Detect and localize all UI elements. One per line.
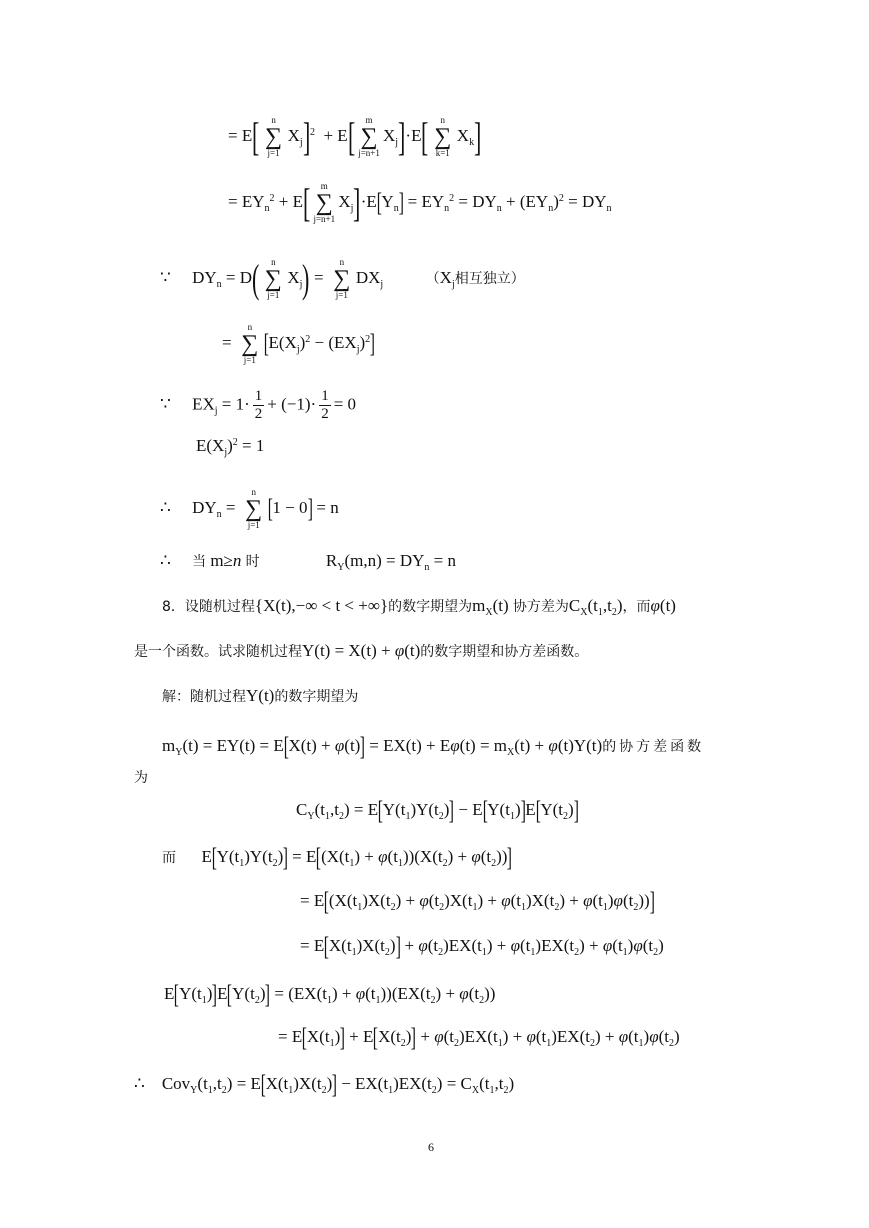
problem-text-2: 的数字期望为 <box>388 599 473 615</box>
expansion-line-3: = $E[X(t_1)X(t_2)] + \varphi(t_2)EX(t_1) + \varphi(t_1)EX(t_2) + \varphi(t_1)\varphi(t_2)$ <box>300 932 664 961</box>
problem-text-6: 的数字期望和协方差函数。 <box>420 644 589 660</box>
mean-equation: $m_Y(t) = EY(t) = E[X(t) + \varphi(t)] = EX(t) + E\varphi(t) = m_X(t) + \varphi(t)Y(t)$的协方差函数 <box>162 732 705 761</box>
product-line-1: $E[Y(t_1)]E[Y(t_2)] = (EX(t_1) + \varphi(t_1))(EX(t_2) + \varphi(t_2))$ <box>164 980 496 1009</box>
independence-note: 相互独立） <box>454 270 525 287</box>
problem-text-4: ，而 <box>622 599 651 615</box>
solution-text-2: 的数字期望为 <box>274 689 359 705</box>
solution-text-1: 解：随机过程 <box>162 689 246 705</box>
therefore-symbol: ∴ <box>160 497 171 517</box>
wei-text: 为 <box>134 770 148 786</box>
expansion-line-2: = $E[(X(t_1)X(t_2) + \varphi(t_2)X(t_1) + \varphi(t_1)X(t_2) + \varphi(t_1)\varphi(t_2))]$ <box>300 887 655 916</box>
product-line-2: = $E[X(t_1)] + E[X(t_2)] + \varphi(t_2)EX(t_1) + \varphi(t_1)EX(t_2) + \varphi(t_1)\varphi(t_2)$ <box>278 1023 680 1052</box>
cov-definition: $C_Y(t_1,t_2) = E[Y(t_1)Y(t_2)] - E[Y(t_1)]E[Y(t_2)]$ <box>296 796 579 825</box>
er-text: 而 <box>162 849 176 866</box>
problem-number: 8． <box>162 599 185 615</box>
problem-text-5: 是一个函数。试求随机过程 <box>134 644 302 660</box>
equation-line-6: $E(X_j)^2 = 1$ <box>196 436 265 458</box>
problem-8-line-1: 8．设随机过程{X(t),−∞ < t < +∞}的数字期望为$m_X(t)$ 协方差为$C_X(t_1,t_2)$，而φ(t) <box>162 596 676 618</box>
problem-8-line-2: 是一个函数。试求随机过程Y(t) = X(t) + φ(t)的数字期望和协方差函数。 <box>134 641 589 660</box>
equation-line-5: ∵ $EX_j = 1\cdot$ $\frac{1}{2}$ + (−1)· $\frac{1}{2}$ = 0 <box>160 388 357 422</box>
problem-text-1: 设随机过程 <box>184 599 255 615</box>
independence-note-open: （ <box>425 270 440 287</box>
expansion-line-1: 而 $E[Y(t_1)Y(t_2)] = E[(X(t_1) + \varphi(t_1))(X(t_2) + \varphi(t_2))]$ <box>162 843 513 872</box>
page-number: 6 <box>428 1140 434 1154</box>
therefore-symbol-3: ∴ <box>134 1073 145 1093</box>
equation-line-2: = $EY_n^2 + E$[ m ∑ j=n+1 $X_j]\cdot E[Y_n] = EY_n^2 = DY_n + (EY_n)^2 = DY_n$ <box>228 180 612 225</box>
shi-label: 时 <box>245 554 260 570</box>
final-result: ∴ $Cov_Y(t_1,t_2) = E[X(t_1)X(t_2)] - EX(t_1)EX(t_2) = C_X(t_1,t_2)$ <box>134 1070 515 1099</box>
because-symbol-2: ∵ <box>160 394 171 414</box>
equation-line-7: ∴ $DY_n$ = n ∑ j=1 [1 − 0] = n <box>160 487 339 530</box>
cov-text: 的协方差函数 <box>602 738 705 755</box>
when-label: 当 <box>192 554 207 570</box>
because-symbol: ∵ <box>160 267 171 287</box>
equation-line-1: = E[ n ∑ j=1 $X_j]^2 + E$[ m ∑ j=n+1 $X_j]\cdot E$[ n ∑ k=1 $X_k$] <box>228 114 482 159</box>
wei-line <box>134 768 148 788</box>
therefore-symbol-2: ∴ <box>160 551 171 570</box>
equation-line-8: ∴ 当 m≥n 时 $R_Y(m,n) = DY_n = n$ <box>160 551 456 573</box>
equation-line-3: ∵ $DY_n = D$( n ∑ j=1 $X_j$) = n ∑ j=1 $DX_j$ （$X_j$相互独立） <box>160 256 525 301</box>
solution-intro: 解：随机过程Y(t)的数字期望为 <box>162 686 359 705</box>
equation-line-4: = n ∑ j=1 $[E(X_j)^2 - (EX_j)^2]$ <box>222 322 376 365</box>
problem-text-3: 协方差为 <box>512 599 569 615</box>
